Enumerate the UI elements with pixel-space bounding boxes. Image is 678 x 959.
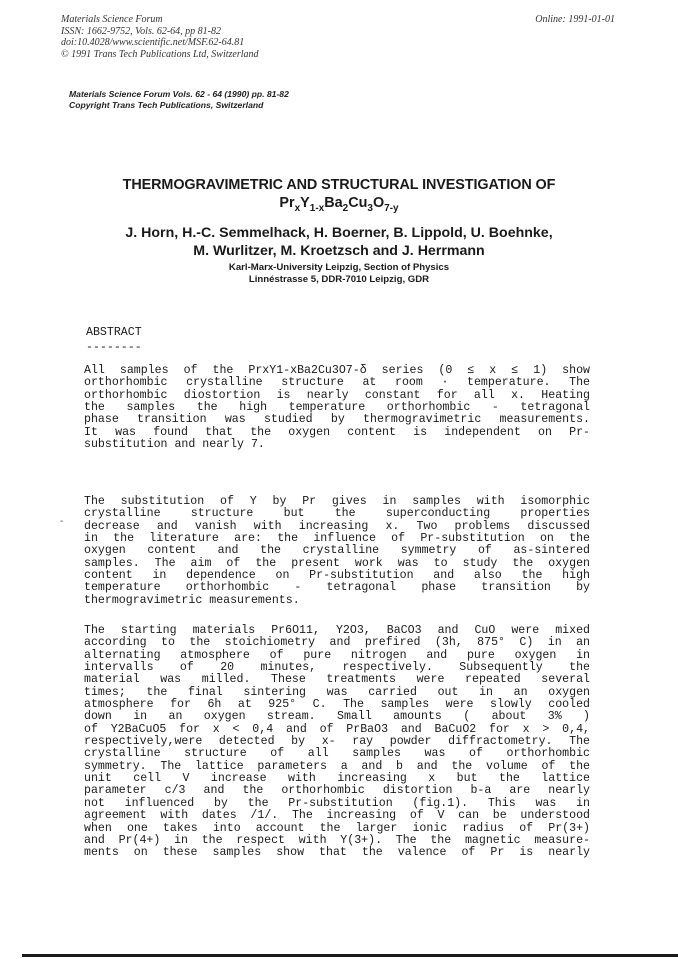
text-line: alternating atmosphere of pure nitrogen and pure oxygen in: [84, 648, 590, 662]
formula-subscript: 1-x: [309, 203, 325, 214]
journal-line: Copyright Trans Tech Publications, Switzerland: [69, 100, 264, 110]
text-line: intervalls of 20 minutes, respectively. Subsequently the: [84, 661, 590, 675]
formula-part: Pr: [279, 195, 295, 211]
text-line: oxygen content and the crystalline symmetry of as-sintered: [84, 544, 590, 558]
text-line: down in an oxygen stream. Small amounts ( about 3% ): [84, 710, 590, 724]
author-list: [0, 225, 678, 260]
page-bottom-rule: [22, 954, 678, 957]
text-line: unit cell V increase with increasing x but the lattice: [84, 772, 590, 786]
text-line: respectively,were detected by x- ray powder diffractometry. The: [84, 735, 590, 749]
text-line: parameter c/3 and the orthorhombic distortion b-a are nearly: [84, 784, 590, 798]
formula-part: Y: [300, 195, 310, 211]
text-line: ments on these samples show that the valence of Pr is nearly: [84, 846, 590, 860]
body-paragraph-2: [84, 625, 590, 860]
text-line: when one takes into account the larger ionic radius of Pr(3+): [84, 821, 590, 835]
formula-part: O: [372, 195, 385, 211]
text-line: All samples of the PrxY1-xBa2Cu3O7-δ series (0 ≤ x ≤ 1) show: [84, 364, 590, 377]
affiliation: [0, 262, 678, 286]
text-line: The starting materials Pr6O11, Y2O3, BaCO3 and CuO were mixed: [84, 624, 590, 637]
text-line: atmosphere for 6h at 925° C. The samples were slowly cooled: [84, 698, 590, 712]
journal-line: Materials Science Forum Vols. 62 - 64 (1990) pp. 81-82: [69, 89, 289, 99]
text-line: in the literature are: the influence of Pr-substitution on the: [84, 532, 590, 546]
abstract-heading: ABSTRACT: [86, 326, 142, 339]
formula-subscript: 7-y: [384, 203, 399, 214]
formula-part: Ba: [324, 195, 343, 211]
online-date: Online: 1991-01-01: [535, 14, 615, 25]
text-line: orthorhombic crystalline structure at room · temperature. The: [84, 376, 590, 390]
affiliation-line: Karl-Marx-University Leipzig, Section of Physics: [228, 262, 450, 273]
text-line: phase transition was studied by thermogravimetric measurements.: [84, 413, 590, 427]
text-line: material was milled. These treatments were repeated several: [84, 673, 590, 687]
journal-reference: [69, 89, 289, 111]
citation-header: [61, 14, 481, 60]
text-line: temperature orthorhombic - tetragonal phase transition by: [84, 581, 590, 595]
body-paragraph-1: [84, 496, 590, 607]
text-line: orthorhombic diostortion is nearly constant for all x. Heating: [84, 388, 590, 402]
text-line: according to the stoichiometry and prefired (3h, 875° C) in an: [84, 636, 590, 650]
text-line: not influenced by the Pr-substitution (fig.1). This was in: [84, 796, 590, 810]
title-line: THERMOGRAVIMETRIC AND STRUCTURAL INVESTIGATION OF: [122, 177, 556, 193]
title-formula: [0, 195, 678, 212]
text-line: decrease and vanish with increasing x. Two problems discussed: [84, 519, 590, 533]
formula-part: Cu: [348, 195, 368, 211]
text-line: The substitution of Y by Pr gives in samples with isomorphic: [84, 495, 590, 508]
text-line: crystalline structure but the superconducting properties: [84, 507, 590, 521]
formula-subscript: 3: [367, 203, 373, 214]
affiliation-line: Linnéstrasse 5, DDR-7010 Leipzig, GDR: [248, 274, 430, 285]
author-line: M. Wurlitzer, M. Kroetzsch and J. Herrmann: [193, 242, 485, 259]
text-line: crystalline structure of all samples was of orthorhombic: [84, 747, 590, 761]
text-line: samples. The aim of the present work was to study the oxygen: [84, 556, 590, 570]
paper-title: [0, 177, 678, 212]
text-line: times; the final sintering was carried out in an oxygen: [84, 685, 590, 699]
text-line: It was found that the oxygen content is independent on Pr-: [84, 425, 590, 439]
header-line: doi:10.4028/www.scientific.net/MSF.62-64.81: [61, 37, 245, 48]
abstract-text: [84, 365, 590, 451]
text-line: of Y2BaCuO5 for x < 0,4 and of PrBaO3 and BaCuO2 for x > 0,4,: [84, 722, 590, 736]
text-line: agreement with dates /1/. The increasing of V can be understood: [84, 809, 590, 823]
header-line: © 1991 Trans Tech Publications Ltd, Switzerland: [61, 48, 259, 60]
text-line: symmetry. The lattice parameters a and b and the volume of the: [84, 759, 590, 773]
formula-subscript: 2: [342, 203, 349, 214]
author-line: J. Horn, H.-C. Semmelhack, H. Boerner, B. Lippold, U. Boehnke,: [125, 225, 553, 241]
formula-subscript: x: [294, 203, 301, 214]
text-line: and Pr(4+) in the respect with Y(3+). The the magnetic measure-: [84, 833, 590, 847]
header-line: Materials Science Forum: [61, 14, 163, 25]
text-line: thermogravimetric measurements.: [84, 593, 300, 607]
text-line: substitution and nearly 7.: [84, 438, 265, 452]
text-line: the samples the high temperature orthorhombic - tetragonal: [84, 401, 590, 415]
text-line: content in dependence on Pr-substitution and also the high: [84, 569, 590, 583]
abstract-underline: --------: [86, 341, 142, 354]
header-line: ISSN: 1662-9752, Vols. 62-64, pp 81-82: [61, 25, 221, 37]
margin-mark: -: [60, 516, 64, 527]
